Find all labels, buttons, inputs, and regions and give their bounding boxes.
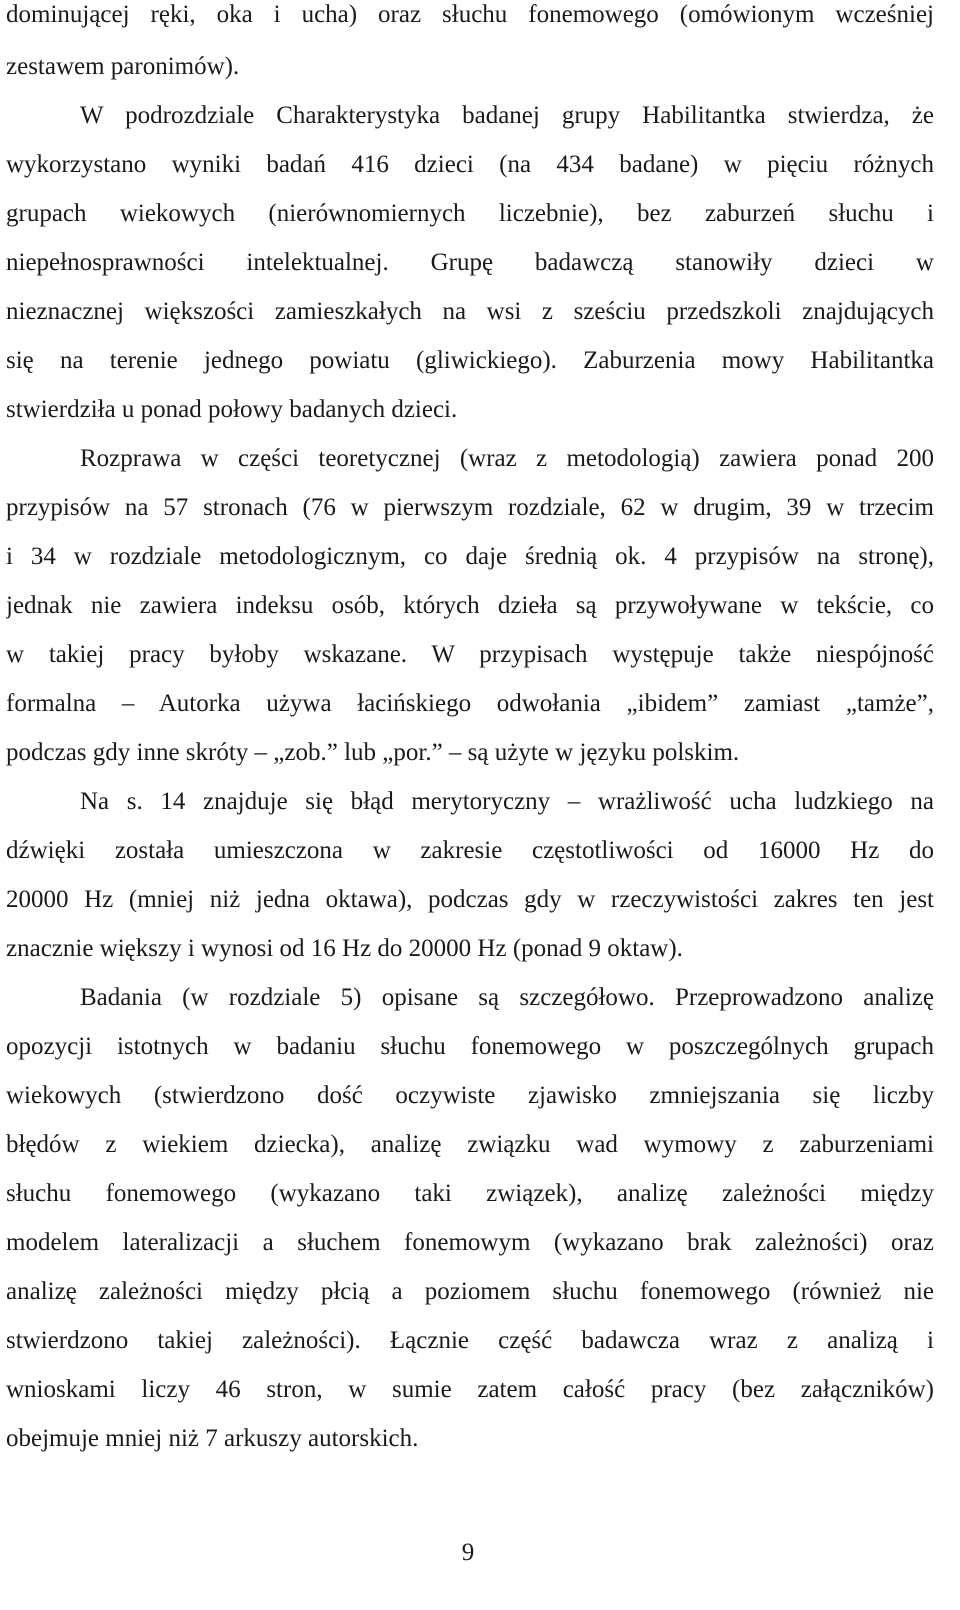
text-line: wiekowych (stwierdzono dość oczywiste zjawisko zmniejszania się liczby [6,1082,934,1109]
text-line: dominującej ręki, oka i ucha) oraz słuchu fonemowego (omówionym wcześniej [6,1,934,28]
text-line: znacznie większy i wynosi od 16 Hz do 20000 Hz (ponad 9 oktaw). [6,935,683,962]
text-line: modelem lateralizacji a słuchem fonemowym (wykazano brak zależności) oraz [6,1229,934,1256]
paragraph-first-line: Rozprawa w części teoretycznej (wraz z metodologią) zawiera ponad 200 [80,445,934,472]
text-line: analizę zależności między płcią a poziomem słuchu fonemowego (również nie [6,1278,934,1305]
text-line: wykorzystano wyniki badań 416 dzieci (na 434 badane) w pięciu różnych [6,151,934,178]
paragraph-first-line: W podrozdziale Charakterystyka badanej grupy Habilitantka stwierdza, że [80,102,934,129]
page-number: 9 [461,1539,475,1566]
text-line: i 34 w rozdziale metodologicznym, co daje średnią ok. 4 przypisów na stronę), [6,543,934,570]
text-line: obejmuje mniej niż 7 arkuszy autorskich. [6,1425,419,1452]
text-line: 20000 Hz (mniej niż jedna oktawa), podczas gdy w rzeczywistości zakres ten jest [6,886,934,913]
text-line: słuchu fonemowego (wykazano taki związek), analizę zależności między [6,1180,934,1207]
text-line: opozycji istotnych w badaniu słuchu fonemowego w poszczególnych grupach [6,1033,934,1060]
text-line: wnioskami liczy 46 stron, w sumie zatem całość pracy (bez załączników) [6,1376,934,1403]
paragraph-first-line: Badania (w rozdziale 5) opisane są szczegółowo. Przeprowadzono analizę [80,984,934,1011]
text-line: podczas gdy inne skróty – „zob.” lub „por.” – są użyte w języku polskim. [6,739,740,766]
text-line: stwierdziła u ponad połowy badanych dzieci. [6,396,458,423]
text-line: się na terenie jednego powiatu (gliwickiego). Zaburzenia mowy Habilitantka [6,347,934,374]
text-line: dźwięki została umieszczona w zakresie częstotliwości od 16000 Hz do [6,837,934,864]
text-line: błędów z wiekiem dziecka), analizę związku wad wymowy z zaburzeniami [6,1131,934,1158]
text-line: w takiej pracy byłoby wskazane. W przypisach występuje także niespójność [6,641,934,668]
text-line: przypisów na 57 stronach (76 w pierwszym rozdziale, 62 w drugim, 39 w trzecim [6,494,934,521]
text-line: formalna – Autorka używa łacińskiego odwołania „ibidem” zamiast „tamże”, [6,690,934,717]
text-line: nieznacznej większości zamieszkałych na wsi z sześciu przedszkoli znajdujących [6,298,934,325]
text-line: jednak nie zawiera indeksu osób, których dzieła są przywoływane w tekście, co [6,592,934,619]
paragraph-first-line: Na s. 14 znajduje się błąd merytoryczny – wrażliwość ucha ludzkiego na [80,788,934,815]
text-line: niepełnosprawności intelektualnej. Grupę badawczą stanowiły dzieci w [6,249,934,276]
text-line: stwierdzono takiej zależności). Łącznie część badawcza wraz z analizą i [6,1327,934,1354]
text-line: grupach wiekowych (nierównomiernych liczebnie), bez zaburzeń słuchu i [6,200,934,227]
document-body [6,0,934,1463]
text-line: zestawem paronimów). [6,53,240,80]
